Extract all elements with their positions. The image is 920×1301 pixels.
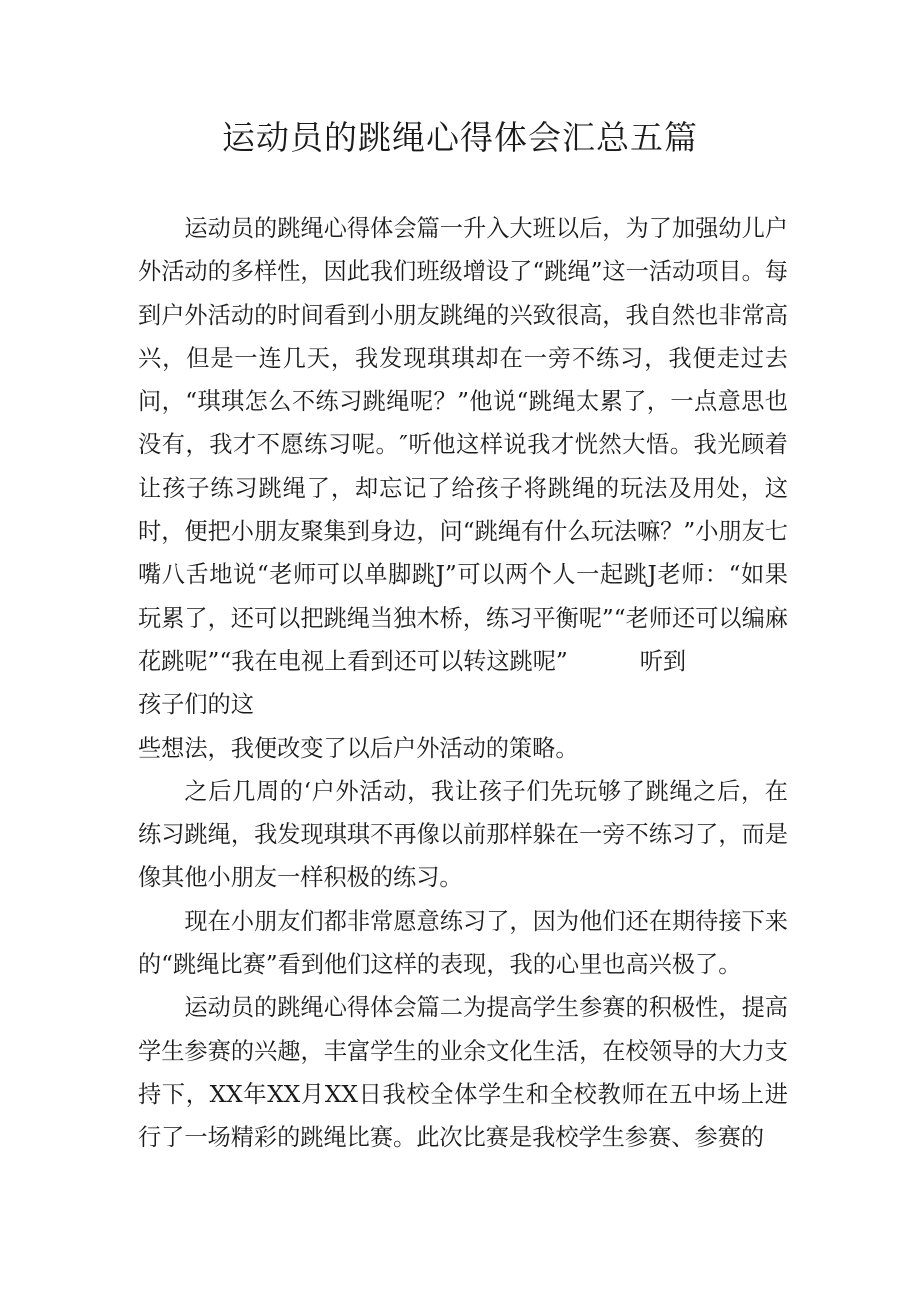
paragraph-2: 之后几周的‘户外活动，我让孩子们先玩够了跳绳之后，在练习跳绳，我发现琪琪不再像以前那样躲在一旁不练习了，而是像其他小朋友一样积极的练习。 <box>138 777 788 892</box>
document-body <box>138 207 788 1160</box>
paragraph-3: 现在小朋友们都非常愿意练习了，因为他们还在期待接下来的“跳绳比赛”看到他们这样的表现，我的心里也高兴极了。 <box>138 907 788 979</box>
paragraph-4: 运动员的跳绳心得体会篇二为提高学生参赛的积极性，提高学生参赛的兴趣，丰富学生的业余文化生活，在校领导的大力支持下，XX年XX月XX日我校全体学生和全校教师在五中场上进行了一场精彩的跳绳比赛。此次比赛是我校学生参赛、参赛的 <box>138 994 788 1152</box>
paragraph-1-tail: 听到 <box>639 647 687 675</box>
paragraph-fragment: 孩子们的这 <box>138 691 254 719</box>
paragraph-continuation: 些想法，我便改变了以后户外活动的策略。 <box>138 734 579 762</box>
paragraph-1 <box>138 207 788 683</box>
document-title: 运动员的跳绳心得体会汇总五篇 <box>222 118 698 157</box>
paragraph-1-text: 运动员的跳绳心得体会篇一升入大班以后，为了加强幼儿户外活动的多样性，因此我们班级增设了“跳绳”这一活动项目。每到户外活动的时间看到小朋友跳绳的兴致很高，我自然也非常高兴，但是一连几天，我发现琪琪却在一旁不练习，我便走过去问，“琪琪怎么不练习跳绳呢？”他说“跳绳太累了，一点意思也没有，我才不愿练习呢。″听他这样说我才恍然大悟。我光顾着让孩子练习跳绳了，却忘记了给孩子将跳绳的玩法及用处，这时，便把小朋友聚集到身边，问“跳绳有什么玩法嘛？”小朋友七嘴八舌地说“老师可以单脚跳J”可以两个人一起跳J老师：“如果玩累了，还可以把跳绳当独木桥，练习平衡呢”“老师还可以编麻花跳呢”“我在电视上看到还可以转这跳呢” <box>138 215 788 675</box>
